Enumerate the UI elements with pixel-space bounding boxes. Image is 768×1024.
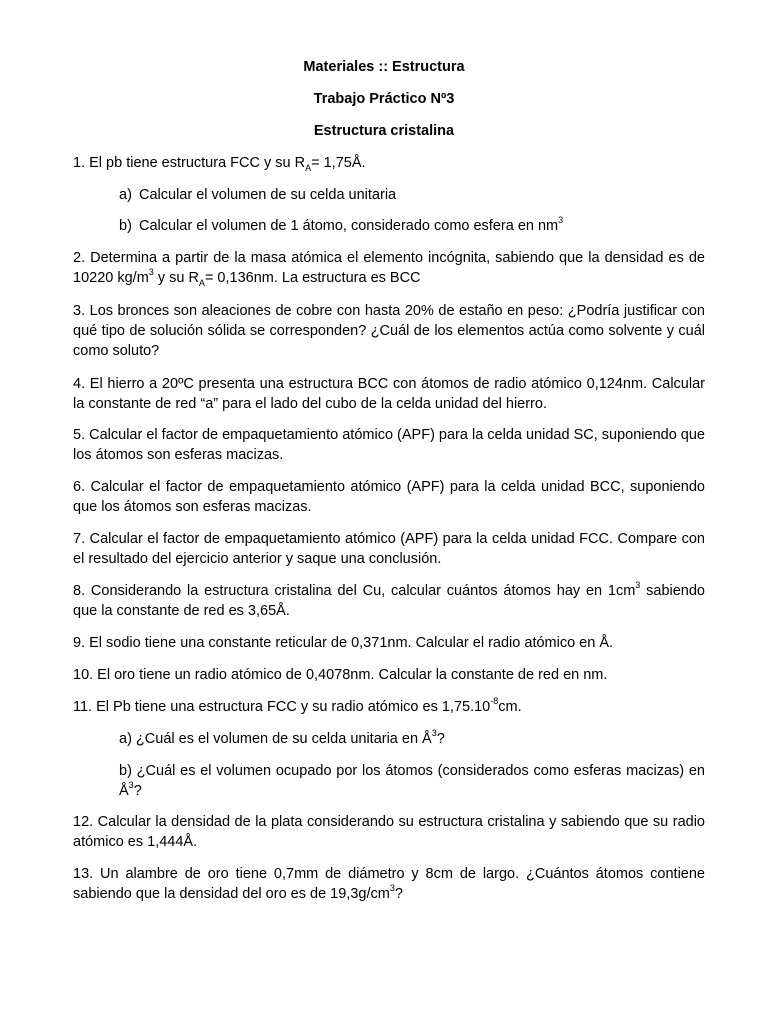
document-topic: Estructura cristalina — [313, 123, 455, 139]
exercise-1-item-b-text: Calcular el volumen de 1 átomo, considerado como esfera en nm — [139, 218, 559, 234]
exercise-7: 7. Calcular el factor de empaquetamiento atómico (APF) para la celda unidad FCC. Compare con el resultado del ejercicio anterior y saque una conclusión. — [73, 531, 705, 567]
exercise-10: 10. El oro tiene un radio atómico de 0,4078nm. Calcular la constante de red en nm. — [73, 667, 608, 683]
exercise-11-text-b: cm. — [498, 699, 522, 715]
exercise-11-item-a-end: ? — [436, 731, 445, 747]
exercise-8-text-b: sabiendo que la constante de red es 3,65Å. — [73, 583, 705, 619]
exercise-13-text-b: ? — [394, 886, 403, 902]
exercise-11-item-b — [119, 761, 705, 801]
exercise-5: 5. Calcular el factor de empaquetamiento atómico (APF) para la celda unidad SC, suponiendo que los átomos son esferas macizas. — [73, 427, 705, 463]
exercise-1-item-a — [119, 185, 705, 205]
exercise-8 — [73, 581, 705, 621]
exercise-11-item-a-superscript: 3 — [431, 728, 437, 739]
exercise-1-item-b-label: b) — [119, 218, 132, 234]
exercise-2-subscript: A — [198, 277, 205, 288]
exercise-11-superscript: -8 — [490, 696, 499, 707]
exercise-3: 3. Los bronces son aleaciones de cobre con hasta 20% de estaño en peso: ¿Podría justificar con qué tipo de solución sólida se corresponden? ¿Cuál de los elementos actúa como solvente y cuál como soluto? — [73, 303, 705, 359]
document-subtitle: Trabajo Práctico Nº3 — [313, 91, 455, 107]
exercise-1-item-a-text: Calcular el volumen de su celda unitaria — [139, 187, 397, 203]
exercise-2-text-a: 2. Determina a partir de la masa atómica el elemento incógnita, sabiendo que la densidad es de 10220 kg/m — [73, 250, 705, 286]
exercise-13-text-a: 13. Un alambre de oro tiene 0,7mm de diámetro y 8cm de largo. ¿Cuántos átomos contiene sabiendo que la densidad del oro es de 19,3g/cm — [73, 866, 705, 902]
exercise-2-text-b: y su R — [153, 270, 199, 286]
exercise-11 — [73, 697, 705, 717]
document-title: Materiales :: Estructura — [303, 59, 465, 75]
exercise-13-superscript: 3 — [389, 883, 395, 894]
exercise-1-item-b — [119, 216, 705, 236]
exercise-12: 12. Calcular la densidad de la plata considerando su estructura cristalina y sabiendo que su radio atómico es 1,444Å. — [73, 814, 705, 850]
exercise-1-item-a-label: a) — [119, 187, 132, 203]
exercise-11-item-b-superscript: 3 — [128, 780, 134, 791]
exercise-2-superscript: 3 — [148, 267, 154, 278]
exercise-1-item-b-superscript: 3 — [558, 215, 564, 226]
exercise-11-item-a-text: a) ¿Cuál es el volumen de su celda unitaria en Å — [119, 731, 432, 747]
exercise-1-subscript: A — [305, 162, 312, 173]
exercise-1-text-b: = 1,75Å. — [311, 155, 366, 171]
exercise-8-text-a: 8. Considerando la estructura cristalina del Cu, calcular cuántos átomos hay en 1cm — [73, 583, 636, 599]
exercise-6: 6. Calcular el factor de empaquetamiento atómico (APF) para la celda unidad BCC, suponiendo que los átomos son esferas macizas. — [73, 479, 705, 515]
exercise-2-text-c: = 0,136nm. La estructura es BCC — [204, 270, 421, 286]
exercise-1-text-a: 1. El pb tiene estructura FCC y su R — [73, 155, 306, 171]
exercise-11-item-b-end: ? — [133, 783, 142, 799]
exercise-8-superscript: 3 — [635, 580, 641, 591]
exercise-11-item-b-text: b) ¿Cuál es el volumen ocupado por los átomos (considerados como esferas macizas) en Å — [119, 763, 705, 799]
exercise-11-item-a — [119, 729, 705, 749]
exercise-4: 4. El hierro a 20ºC presenta una estructura BCC con átomos de radio atómico 0,124nm. Calcular la constante de red “a” para el lado del cubo de la celda unidad del hierro. — [73, 376, 705, 412]
exercise-11-text-a: 11. El Pb tiene una estructura FCC y su radio atómico es 1,75.10 — [73, 699, 491, 715]
exercise-13 — [73, 864, 705, 904]
exercise-1 — [73, 153, 705, 173]
exercise-2 — [73, 248, 705, 288]
exercise-9: 9. El sodio tiene una constante reticular de 0,371nm. Calcular el radio atómico en Å. — [73, 635, 614, 651]
